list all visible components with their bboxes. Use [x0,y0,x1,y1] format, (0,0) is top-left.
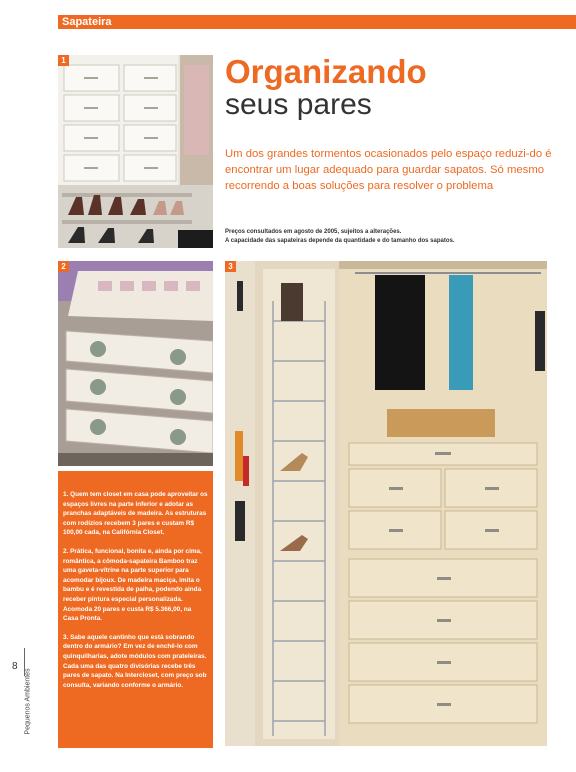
page-number: 8 [12,661,18,672]
price-note-line-2: A capacidade das sapateiras depende da quantidade e do tamanho dos sapatos. [225,238,455,244]
photo-wardrobe [225,261,547,746]
commode-illustration [58,261,213,466]
captions [63,490,208,699]
closet-illustration [58,55,213,248]
photo-closet [58,55,213,248]
headline: Organizando [225,53,427,90]
magazine-side-label [24,658,32,748]
magazine-name: Pequenos Ambientes [24,668,32,735]
lead-paragraph: Um dos grandes tormentos ocasionados pelo espaço reduzi-do é encontrar um lugar adequado para guardar sapatos. Só mesmo recorrendo a boas soluções para resolver o problema [225,148,552,192]
caption-1: 1. Quem tem closet em casa pode aproveitar os espaços livres na parte inferior e adotar as pranchas adaptáveis de madeira. As estruturas com rodízios recebem 3 pares e custam R$ 100,00 cada, na Califórnia Closet. [63,491,208,537]
subhead: seus pares [225,88,372,121]
photo-number-3: 3 [225,261,236,272]
section-label: Sapateira [62,16,112,28]
price-note-line-1: Preços consultados em agosto de 2005, sujeitos a alterações. [225,229,402,235]
section-bar [58,15,576,29]
caption-3: 3. Sabe aquele cantinho que está sobrando dentro do armário? Em vez de enchê-lo com quinquilharias, adote módulos com prateleiras. Cada uma das quatro divisórias recebe três pares de sapato. Na Intercloset, com preço sob consulta, variando conforme o armário. [63,633,207,689]
photo-commode [58,261,213,466]
wardrobe-illustration [225,261,547,746]
price-notes [225,228,555,246]
caption-2: 2. Prática, funcional, bonita e, ainda por cima, romântica, a cômoda-sapateira Bamboo traz uma gaveta-vitrine na parte superior para acomodar bijoux. De madeira maciça, imita o bambu e é revestida de palha, podendo ainda receber pintura especial personalizada. Acomoda 20 pares e custa R$ 5.366,00, na Casa Pronta. [63,547,202,623]
photo-number-2: 2 [58,261,69,272]
photo-number-1: 1 [58,55,69,66]
